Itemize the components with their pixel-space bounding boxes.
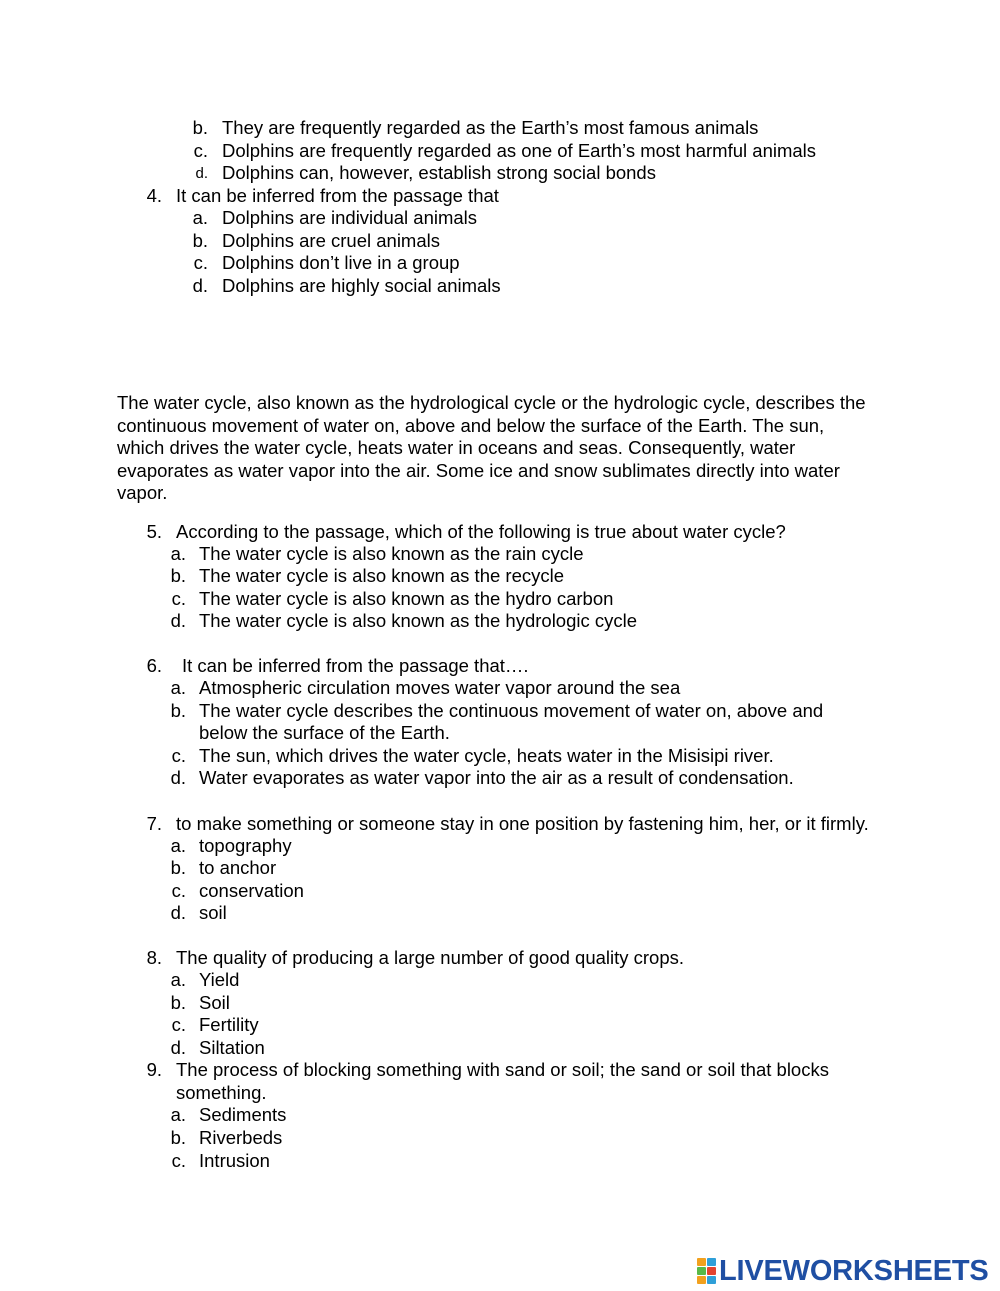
q8-option-b-text: Soil (199, 992, 230, 1013)
q6-option-a-text: Atmospheric circulation moves water vapor around the sea (199, 677, 681, 698)
q5-option-d-text: The water cycle is also known as the hydrologic cycle (199, 610, 638, 631)
q9-option-c-marker: c. (171, 1150, 186, 1171)
q9-question-text-continued: something. (176, 1082, 267, 1103)
q4-option-b-text: Dolphins are cruel animals (222, 230, 440, 251)
q8-option-a-marker: a. (170, 969, 186, 990)
q7-number: 7. (146, 813, 162, 834)
q8-option-c-text: Fertility (199, 1014, 259, 1035)
q5-option-b-marker: b. (170, 565, 186, 586)
q8-option-a-text: Yield (199, 969, 240, 990)
q9-option-a-marker: a. (170, 1104, 186, 1125)
q4-option-d-marker: d. (192, 275, 208, 296)
q5-number: 5. (146, 521, 162, 542)
q5-option-b-text: The water cycle is also known as the recycle (199, 565, 565, 586)
q5-option-a-text: The water cycle is also known as the rain cycle (199, 543, 584, 564)
passage-line: vapor. (117, 482, 168, 503)
passage-line: which drives the water cycle, heats water in oceans and seas. Consequently, water (117, 437, 796, 458)
q7-question-text: to make something or someone stay in one position by fastening him, her, or it firmly. (176, 813, 869, 834)
q7-option-c-marker: c. (171, 880, 186, 901)
q8-option-b-marker: b. (170, 992, 186, 1013)
q9-option-b-marker: b. (170, 1127, 186, 1148)
q3-option-c-marker: c. (193, 140, 208, 161)
q6-option-c-text: The sun, which drives the water cycle, heats water in the Misisipi river. (199, 745, 774, 766)
q3-option-c-text: Dolphins are frequently regarded as one of Earth’s most harmful animals (222, 140, 817, 161)
q7-option-a-text: topography (199, 835, 292, 856)
q6-number: 6. (146, 655, 162, 676)
q8-option-c-marker: c. (171, 1014, 186, 1035)
q7-option-b-marker: b. (170, 857, 186, 878)
q4-option-a-text: Dolphins are individual animals (222, 207, 478, 228)
logo-icon-block (707, 1276, 716, 1284)
q6-option-b-text: The water cycle describes the continuous movement of water on, above and (199, 700, 824, 721)
q5-option-c-marker: c. (171, 588, 186, 609)
q8-option-d-marker: d. (170, 1037, 186, 1058)
liveworksheets-logo-icon (697, 1258, 716, 1284)
logo-icon-block (697, 1267, 706, 1275)
q4-option-a-marker: a. (192, 207, 208, 228)
q6-option-c-marker: c. (171, 745, 186, 766)
q6-option-d-text: Water evaporates as water vapor into the air as a result of condensation. (199, 767, 794, 788)
q6-option-a-marker: a. (170, 677, 186, 698)
q4-option-b-marker: b. (192, 230, 208, 251)
q4-option-d-text: Dolphins are highly social animals (222, 275, 501, 296)
q7-option-d-marker: d. (170, 902, 186, 923)
q4-question-text: It can be inferred from the passage that (176, 185, 499, 206)
passage-line: The water cycle, also known as the hydrological cycle or the hydrologic cycle, describes the (117, 392, 866, 413)
liveworksheets-logo (697, 1254, 989, 1288)
q6-option-b-text-continued: below the surface of the Earth. (199, 722, 450, 743)
q4-number: 4. (146, 185, 162, 206)
q5-option-d-marker: d. (170, 610, 186, 631)
q7-option-a-marker: a. (170, 835, 186, 856)
q4-option-c-marker: c. (193, 252, 208, 273)
q5-question-text: According to the passage, which of the following is true about water cycle? (176, 521, 786, 542)
q3-option-d-marker: d. (195, 165, 208, 182)
logo-icon-block (697, 1258, 706, 1266)
passage-line: continuous movement of water on, above and below the surface of the Earth. The sun, (117, 414, 825, 436)
q3-option-b-marker: b. (192, 117, 208, 138)
passage-line: evaporates as water vapor into the air. Some ice and snow sublimates directly into water (117, 459, 840, 481)
q9-option-a-text: Sediments (199, 1104, 287, 1125)
q8-question-text: The quality of producing a large number of good quality crops. (176, 947, 685, 968)
q8-number: 8. (146, 947, 162, 968)
q7-option-d-text: soil (199, 902, 227, 923)
q5-option-a-marker: a. (170, 543, 186, 564)
logo-icon-block (707, 1267, 716, 1275)
q6-option-b-marker: b. (170, 700, 186, 721)
q6-question-text: It can be inferred from the passage that…. (182, 655, 529, 676)
logo-icon-block (697, 1276, 706, 1284)
q5-option-c-text: The water cycle is also known as the hydro carbon (199, 588, 614, 609)
q7-option-c-text: conservation (199, 880, 304, 901)
water-cycle-passage (117, 392, 917, 505)
q8-option-d-text: Siltation (199, 1037, 265, 1058)
logo-icon-block (707, 1258, 716, 1266)
q3-option-d-text: Dolphins can, however, establish strong social bonds (222, 162, 656, 183)
q4-option-c-text: Dolphins don’t live in a group (222, 252, 460, 273)
q7-option-b-text: to anchor (199, 857, 277, 878)
q9-number: 9. (146, 1059, 162, 1080)
q3-option-b-text: They are frequently regarded as the Earth’s most famous animals (222, 117, 759, 138)
q9-option-c-text: Intrusion (199, 1150, 270, 1171)
q9-option-b-text: Riverbeds (199, 1127, 283, 1148)
q9-question-text: The process of blocking something with sand or soil; the sand or soil that blocks (176, 1059, 829, 1080)
q6-option-d-marker: d. (170, 767, 186, 788)
liveworksheets-logo-text: LIVEWORKSHEETS (719, 1254, 989, 1287)
